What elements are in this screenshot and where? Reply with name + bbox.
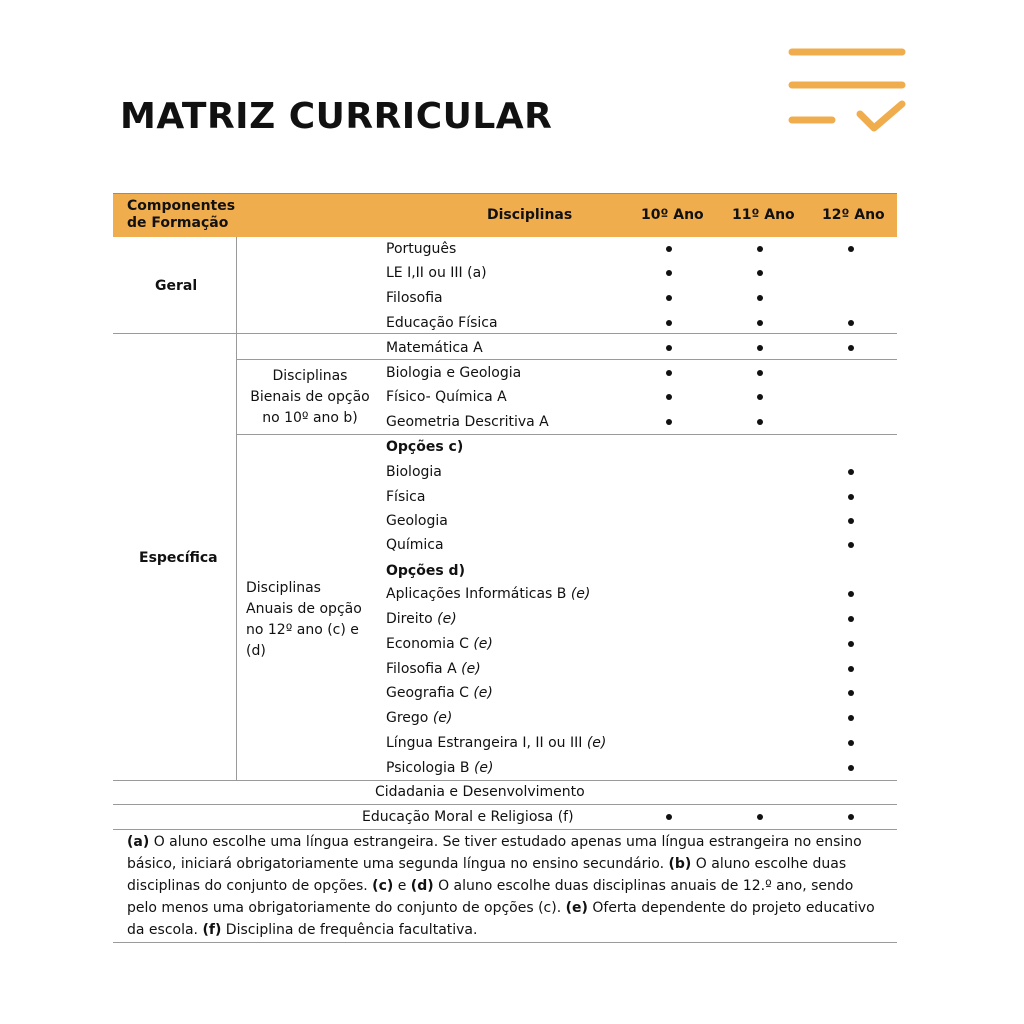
discipline-label: Geometria Descritiva A (386, 414, 549, 430)
divider-bienais (236, 434, 897, 435)
offered-dot-y11 (757, 370, 763, 376)
group-anuais-line3: no 12º ano (c) e (246, 622, 359, 638)
group-bienais-line1: Disciplinas (272, 368, 348, 384)
discipline-label: Direito (386, 611, 433, 627)
note-f-text: Disciplina de frequência facultativa. (221, 922, 478, 938)
offered-dot-y10 (666, 394, 672, 400)
discipline-label: Economia C (386, 636, 469, 652)
offered-dot-y10 (666, 270, 672, 276)
page-title: MATRIZ CURRICULAR (120, 96, 553, 137)
divider-cidadania (113, 804, 897, 805)
offered-dot-y12 (848, 715, 854, 721)
group-anuais-line2: Anuais de opção (246, 601, 362, 617)
note-a-text: O aluno escolhe uma língua estrangeira. Se tiver estudado apenas uma língua estrangeira no ensino básico, iniciará obrigatoriamente uma segunda língua no ensino secundário. (127, 834, 862, 872)
note-e-text: Oferta dependente do projeto educativo da escola. (127, 900, 875, 938)
discipline-note: (e) (473, 636, 493, 652)
offered-dot-y12 (848, 320, 854, 326)
group-anuais (246, 578, 362, 662)
divider-notes (113, 942, 897, 943)
discipline-name (386, 240, 456, 258)
discipline-label: Biologia (386, 464, 442, 480)
offered-dot-y12 (848, 666, 854, 672)
discipline-label: Matemática A (386, 340, 483, 356)
discipline-label: Física (386, 489, 426, 505)
discipline-name (386, 709, 452, 727)
offered-dot-y12 (848, 246, 854, 252)
discipline-label: Filosofia A (386, 661, 457, 677)
note-c-tag: (c) (372, 878, 394, 894)
offered-dot-y10 (666, 320, 672, 326)
discipline-label: Filosofia (386, 290, 443, 306)
offered-dot-y10 (666, 246, 672, 252)
discipline-note: (e) (473, 685, 493, 701)
discipline-label: Aplicações Informáticas B (386, 586, 567, 602)
offered-dot-y12 (848, 765, 854, 771)
section-heading (386, 562, 465, 580)
discipline-name (386, 635, 493, 653)
discipline-note: (e) (570, 586, 591, 602)
emr-dot-10 (666, 814, 672, 820)
group-bienais (244, 366, 376, 429)
header-11-ano: 11º Ano (732, 207, 795, 223)
note-d-tag: (d) (410, 878, 434, 894)
offered-dot-y11 (757, 295, 763, 301)
offered-dot-y11 (757, 246, 763, 252)
header-disciplinas: Disciplinas (487, 207, 573, 223)
discipline-note: (e) (437, 611, 457, 627)
discipline-name (386, 536, 444, 554)
group-geral: Geral (155, 278, 198, 294)
offered-dot-y12 (848, 469, 854, 475)
discipline-label: Geologia (386, 513, 448, 529)
divider-especifica (113, 780, 897, 781)
offered-dot-y10 (666, 295, 672, 301)
cidadania-label: Cidadania e Desenvolvimento (375, 784, 585, 800)
offered-dot-y12 (848, 616, 854, 622)
discipline-name (386, 364, 521, 382)
header-componentes-line1: Componentes (127, 198, 236, 214)
discipline-name (386, 585, 590, 603)
discipline-name (386, 759, 494, 777)
discipline-label: Opções c) (386, 439, 464, 455)
offered-dot-y10 (666, 370, 672, 376)
offered-dot-y12 (848, 690, 854, 696)
offered-dot-y12 (848, 740, 854, 746)
discipline-name (386, 488, 425, 506)
group-bienais-line2: Bienais de opção (250, 389, 370, 405)
note-b-tag: (b) (668, 856, 692, 872)
emr-dot-12 (848, 814, 854, 820)
discipline-label: Química (386, 537, 444, 553)
divider-emr (113, 829, 897, 830)
discipline-label: Físico- Química A (386, 389, 507, 405)
offered-dot-y11 (757, 419, 763, 425)
group-anuais-line1: Disciplinas (246, 580, 321, 596)
emr-label: Educação Moral e Religiosa (f) (362, 809, 574, 825)
offered-dot-y11 (757, 345, 763, 351)
note-a-tag: (a) (127, 834, 150, 850)
header-10-ano: 10º Ano (641, 207, 704, 223)
discipline-label: Biologia e Geologia (386, 365, 522, 381)
discipline-note: (e) (461, 661, 481, 677)
offered-dot-y10 (666, 419, 672, 425)
group-anuais-line4: (d) (246, 643, 266, 659)
header-12-ano: 12º Ano (822, 207, 885, 223)
discipline-name (386, 512, 448, 530)
discipline-name (386, 289, 443, 307)
discipline-name (386, 413, 549, 431)
discipline-label: Opções d) (386, 563, 465, 579)
offered-dot-y12 (848, 542, 854, 548)
divider-matematica (236, 359, 897, 360)
note-b-text: O aluno escolhe duas disciplinas do conjunto de opções. (127, 856, 847, 894)
emr-dot-11 (757, 814, 763, 820)
footnotes (127, 831, 887, 941)
discipline-note: (e) (586, 735, 607, 751)
discipline-name (386, 734, 606, 752)
offered-dot-y12 (848, 591, 854, 597)
offered-dot-y12 (848, 641, 854, 647)
discipline-label: Educação Física (386, 315, 498, 331)
discipline-label: Psicologia B (386, 760, 470, 776)
section-heading (386, 438, 463, 456)
discipline-note: (e) (473, 760, 494, 776)
discipline-name (386, 660, 481, 678)
offered-dot-y12 (848, 345, 854, 351)
discipline-label: Geografia C (386, 685, 469, 701)
discipline-name (386, 610, 457, 628)
header-componentes (127, 198, 235, 232)
offered-dot-y12 (848, 518, 854, 524)
table-header (113, 193, 897, 237)
note-f-tag: (f) (202, 922, 222, 938)
divider-vertical-1 (236, 237, 237, 333)
discipline-note: (e) (432, 710, 453, 726)
discipline-name (386, 684, 493, 702)
note-e-tag: (e) (565, 900, 588, 916)
divider-geral (113, 333, 897, 334)
discipline-name (386, 339, 483, 357)
note-c-mid: e (393, 878, 411, 894)
offered-dot-y11 (757, 320, 763, 326)
offered-dot-y10 (666, 345, 672, 351)
discipline-label: Língua Estrangeira I, II ou III (386, 735, 583, 751)
divider-vertical-2 (236, 333, 237, 780)
note-d-text: O aluno escolhe duas disciplinas anuais de 12.º ano, sendo pelo menos uma obrigatoriamente do conjunto de opções (c). (127, 878, 854, 916)
discipline-name (386, 463, 442, 481)
group-bienais-line3: no 10º ano b) (262, 410, 358, 426)
offered-dot-y12 (848, 494, 854, 500)
discipline-name (386, 314, 498, 332)
checklist-icon (786, 44, 908, 140)
discipline-label: Português (386, 241, 457, 257)
offered-dot-y11 (757, 394, 763, 400)
header-componentes-line2: de Formação (127, 215, 229, 231)
offered-dot-y11 (757, 270, 763, 276)
discipline-name (386, 264, 487, 282)
group-especifica: Específica (139, 550, 218, 566)
discipline-label: LE I,II ou III (a) (386, 265, 487, 281)
discipline-label: Grego (386, 710, 429, 726)
discipline-name (386, 388, 507, 406)
